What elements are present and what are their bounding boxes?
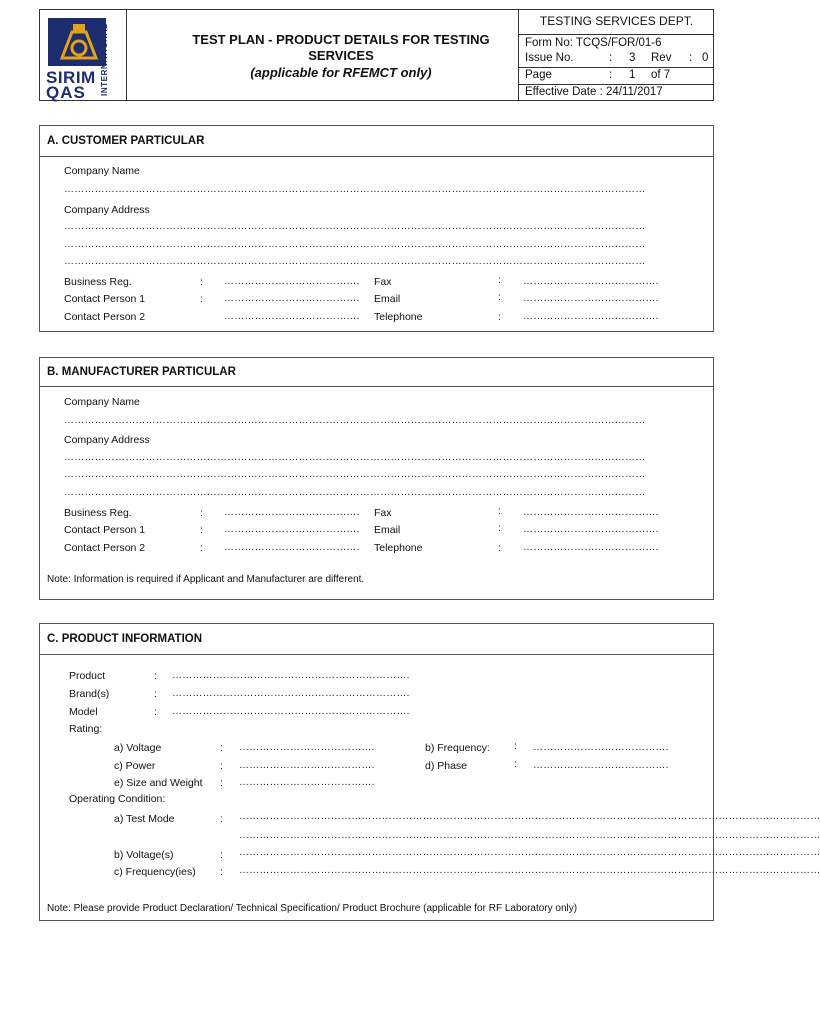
product-note: Note: Please provide Product Declaration/ Technical Specification/ Product Brochure (applicable for RF Laboratory only): [47, 903, 578, 914]
model-label: Model: [69, 706, 98, 718]
rev-label: Rev: [651, 52, 672, 64]
document-title-line1: TEST PLAN - PRODUCT DETAILS FOR TESTING: [192, 32, 490, 47]
frequency-field[interactable]: ………………………………….: [533, 742, 669, 753]
customer-fax-field[interactable]: ………………………………….: [523, 276, 659, 287]
manufacturer-telephone-field[interactable]: ………………………………….: [523, 542, 659, 553]
colon: :: [154, 670, 157, 682]
rev-colon: :: [689, 52, 693, 64]
department-name: TESTING SERVICES DEPT.: [519, 14, 714, 35]
test-mode-label: a) Test Mode: [114, 813, 175, 825]
power-label: c) Power: [114, 760, 156, 772]
phase-label: d) Phase: [425, 760, 468, 772]
colon: :: [220, 813, 223, 825]
colon: :: [154, 688, 157, 700]
page-colon: :: [609, 69, 613, 81]
form-info-cell: [518, 10, 714, 100]
manufacturer-contact-person-2-label: Contact Person 2: [64, 542, 146, 554]
manufacturer-fax-field[interactable]: ………………………………….: [523, 507, 659, 518]
manufacturer-business-reg-field[interactable]: ………………………………….: [224, 507, 360, 518]
effective-date: Effective Date : 24/11/2017: [525, 86, 663, 98]
manufacturer-fax-label: Fax: [374, 507, 392, 519]
issue-label: Issue No.: [525, 52, 574, 64]
logo-cell: [40, 10, 127, 100]
section-a-heading: A. CUSTOMER PARTICULAR: [40, 126, 713, 157]
customer-contact-person-1-field[interactable]: ………………………………….: [224, 293, 360, 304]
power-field[interactable]: ………………………………….: [239, 760, 375, 771]
colon: :: [200, 276, 203, 288]
colon: :: [220, 866, 223, 878]
manufacturer-address-line-1[interactable]: ………………………………………………………………………………………………………………………………………………………: [64, 452, 646, 463]
customer-fax-label: Fax: [374, 276, 392, 288]
manufacturer-contact-person-1-field[interactable]: ………………………………….: [224, 524, 360, 535]
product-label: Product: [69, 670, 106, 682]
manufacturer-contact-person-1-label: Contact Person 1: [64, 524, 146, 536]
title-cell: [126, 10, 556, 100]
info-divider: [519, 67, 714, 68]
customer-contact-person-2-label: Contact Person 2: [64, 311, 146, 323]
customer-company-name-field[interactable]: ………………………………………………………………………………………………………………………………………………………: [64, 184, 646, 195]
colon: :: [200, 507, 203, 519]
colon: :: [498, 505, 501, 517]
operating-condition-label: Operating Condition:: [69, 793, 166, 805]
document-title-line2: SERVICES: [308, 48, 374, 63]
customer-business-reg-field[interactable]: ………………………………….: [224, 276, 360, 287]
colon: :: [220, 760, 223, 772]
page-label: Page: [525, 69, 552, 81]
customer-email-field[interactable]: ………………………………….: [523, 293, 659, 304]
manufacturer-company-name-label: Company Name: [64, 396, 140, 408]
manufacturer-company-name-field[interactable]: ………………………………………………………………………………………………………………………………………………………: [64, 415, 646, 426]
brands-field[interactable]: …………………………………………………………….: [172, 688, 410, 699]
test-mode-field-line-2[interactable]: ………………………………………………………………………………………………………………………………………………………: [239, 830, 820, 841]
colon: :: [514, 758, 517, 770]
manufacturer-company-address-label: Company Address: [64, 434, 150, 446]
colon: :: [200, 524, 203, 536]
issue-colon: :: [609, 52, 613, 64]
manufacturer-email-field[interactable]: ………………………………….: [523, 524, 659, 535]
manufacturer-note: Note: Information is required if Applicant and Manufacturer are different.: [47, 574, 365, 585]
colon: :: [498, 311, 501, 323]
form-header: [39, 9, 714, 101]
issue-row: [519, 52, 714, 66]
colon: :: [154, 706, 157, 718]
voltages-label: b) Voltage(s): [114, 849, 174, 861]
brands-label: Brand(s): [69, 688, 110, 700]
colon: :: [514, 740, 517, 752]
form-number: Form No: TCQS/FOR/01-6: [525, 37, 662, 49]
size-weight-field[interactable]: ………………………………….: [239, 777, 375, 788]
logo-text-international: INTERNATIONAL: [100, 23, 109, 96]
rev-value: 0: [702, 52, 709, 64]
customer-email-label: Email: [374, 293, 401, 305]
colon: :: [498, 522, 501, 534]
issue-value: 3: [629, 52, 636, 64]
voltage-field[interactable]: ………………………………….: [239, 742, 375, 753]
test-mode-field-line-1[interactable]: ………………………………………………………………………………………………………………………………………………………: [239, 811, 820, 822]
manufacturer-address-line-3[interactable]: ………………………………………………………………………………………………………………………………………………………: [64, 487, 646, 498]
page-row: [519, 69, 714, 83]
document-subtitle: (applicable for RFEMCT only): [250, 65, 432, 80]
colon: :: [220, 849, 223, 861]
customer-address-line-2[interactable]: ………………………………………………………………………………………………………………………………………………………: [64, 239, 646, 250]
logo-text-qas: QAS: [46, 83, 86, 102]
manufacturer-contact-person-2-field[interactable]: ………………………………….: [224, 542, 360, 553]
page-number: 1: [629, 69, 636, 81]
manufacturer-email-label: Email: [374, 524, 401, 536]
customer-telephone-field[interactable]: ………………………………….: [523, 311, 659, 322]
size-weight-label: e) Size and Weight: [114, 777, 203, 789]
colon: :: [498, 274, 501, 286]
customer-contact-person-1-label: Contact Person 1: [64, 293, 146, 305]
section-b-heading: B. MANUFACTURER PARTICULAR: [40, 358, 713, 387]
colon: :: [220, 742, 223, 754]
frequencies-field[interactable]: ………………………………………………………………………………………………………………………………………………………: [239, 865, 820, 876]
frequencies-label: c) Frequency(ies): [114, 866, 196, 878]
voltages-field[interactable]: ………………………………………………………………………………………………………………………………………………………: [239, 847, 820, 858]
frequency-label: b) Frequency:: [425, 742, 490, 754]
phase-field[interactable]: ………………………………….: [533, 760, 669, 771]
manufacturer-telephone-label: Telephone: [374, 542, 423, 554]
manufacturer-address-line-2[interactable]: ………………………………………………………………………………………………………………………………………………………: [64, 469, 646, 480]
rating-label: Rating:: [69, 723, 103, 735]
voltage-label: a) Voltage: [114, 742, 162, 754]
info-divider: [519, 84, 714, 85]
product-field[interactable]: …………………………………………………………….: [172, 670, 410, 681]
colon: :: [200, 542, 203, 554]
colon: :: [200, 293, 203, 305]
colon: :: [220, 777, 223, 789]
customer-company-name-label: Company Name: [64, 165, 140, 177]
customer-telephone-label: Telephone: [374, 311, 423, 323]
customer-business-reg-label: Business Reg.: [64, 276, 132, 288]
colon: :: [498, 291, 501, 303]
model-field[interactable]: …………………………………………………………….: [172, 706, 410, 717]
customer-contact-person-2-field[interactable]: ………………………………….: [224, 311, 360, 322]
page-total: of 7: [651, 69, 671, 81]
colon: :: [498, 542, 501, 554]
manufacturer-business-reg-label: Business Reg.: [64, 507, 132, 519]
logo-text-sirim: SIRIM: [46, 68, 96, 87]
customer-company-address-label: Company Address: [64, 204, 150, 216]
section-c-heading: C. PRODUCT INFORMATION: [40, 624, 713, 655]
customer-address-line-1[interactable]: ………………………………………………………………………………………………………………………………………………………: [64, 221, 646, 232]
customer-address-line-3[interactable]: ………………………………………………………………………………………………………………………………………………………: [64, 256, 646, 267]
